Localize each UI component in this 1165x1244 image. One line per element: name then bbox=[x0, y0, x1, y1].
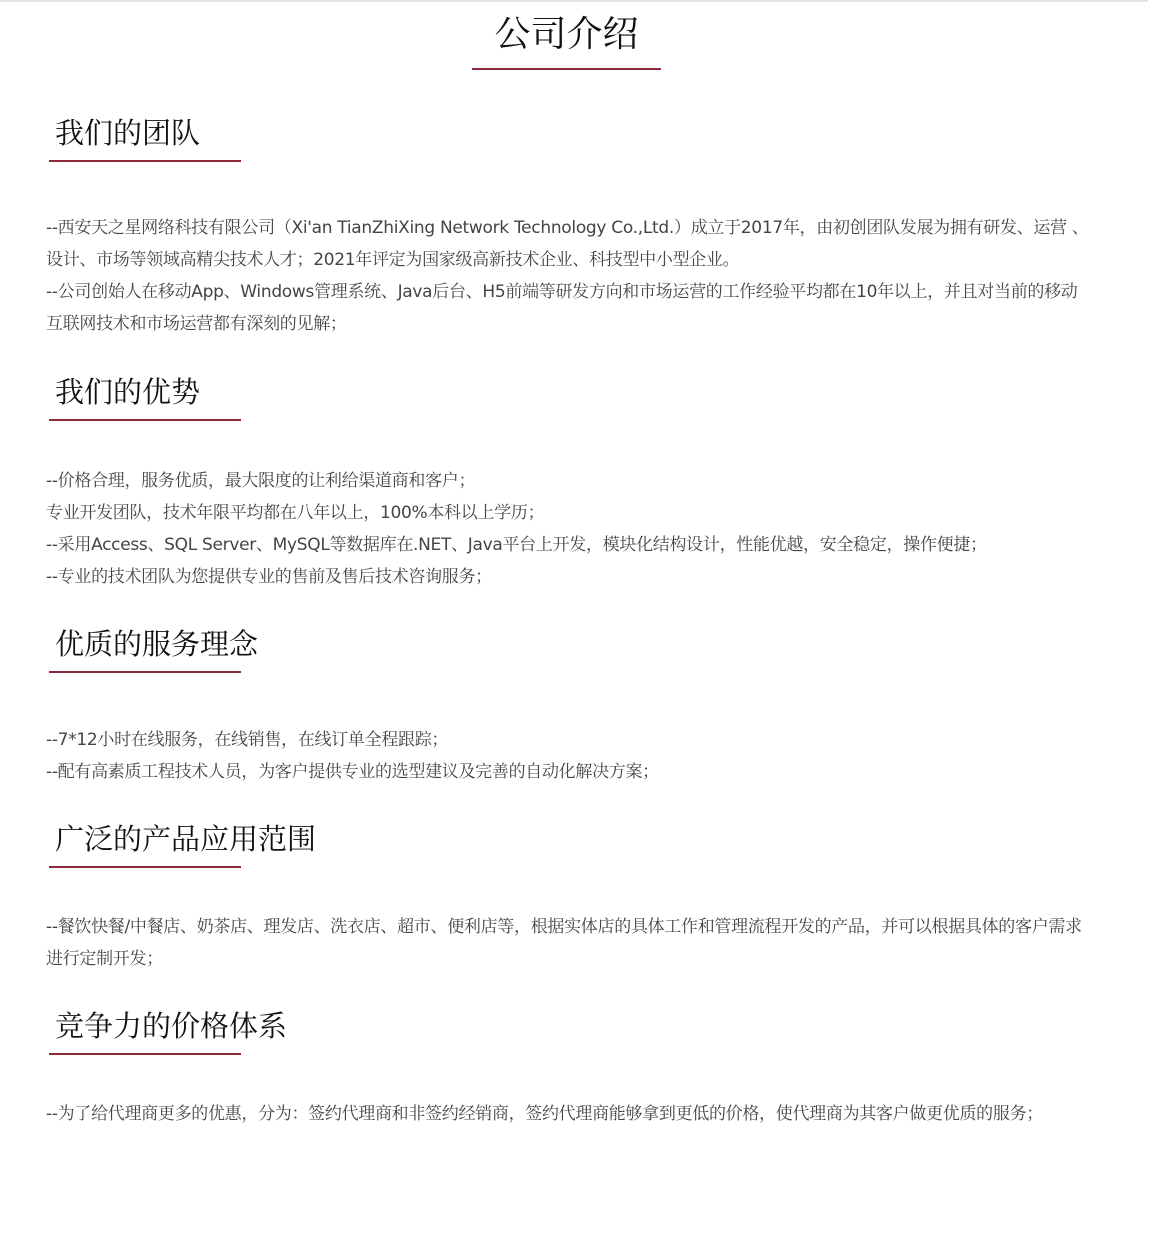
paragraph: --7*12小时在线服务，在线销售，在线订单全程跟踪； bbox=[46, 730, 449, 750]
section-heading-advantages bbox=[49, 375, 241, 421]
section-heading-team bbox=[49, 116, 241, 162]
top-divider bbox=[0, 0, 1148, 2]
section-heading-text: 我们的团队 bbox=[55, 116, 201, 150]
section-body-service bbox=[46, 724, 1091, 788]
section-body-products bbox=[46, 911, 1091, 975]
paragraph: --餐饮快餐/中餐店、奶茶店、理发店、洗衣店、超市、便利店等，根据实体店的具体工作和管理流程开发的产品，并可以根据具体的客户需求进行定制开发； bbox=[46, 917, 1082, 969]
section-body-advantages bbox=[46, 465, 1091, 593]
paragraph: --公司创始人在移动App、Windows管理系统、Java后台、H5前端等研发方向和市场运营的工作经验平均都在10年以上，并且对当前的移动互联网技术和市场运营都有深刻的见解； bbox=[46, 282, 1078, 334]
paragraph: 专业开发团队，技术年限平均都在八年以上，100%本科以上学历； bbox=[46, 503, 545, 523]
paragraph: --价格合理，服务优质，最大限度的让利给渠道商和客户； bbox=[46, 471, 476, 491]
page-title: 公司介绍 bbox=[472, 12, 660, 70]
paragraph: --为了给代理商更多的优惠，分为：签约代理商和非签约经销商，签约代理商能够拿到更低的价格，使代理商为其客户做更优质的服务； bbox=[46, 1104, 1043, 1124]
section-heading-text: 广泛的产品应用范围 bbox=[55, 822, 317, 856]
paragraph: --采用Access、SQL Server、MySQL等数据库在.NET、Java平台上开发，模块化结构设计，性能优越，安全稳定，操作便捷； bbox=[46, 535, 987, 555]
section-body-pricing bbox=[46, 1098, 1091, 1130]
section-heading-pricing bbox=[49, 1009, 288, 1055]
paragraph: --西安天之星网络科技有限公司（Xi'an TianZhiXing Network Technology Co.,Ltd.）成立于2017年，由初创团队发展为拥有研发、运营 、设计、市场等领域高精尖技术人才；2021年评定为国家级高新技术企业、科技型中小型企业。 bbox=[46, 218, 1089, 270]
section-heading-service bbox=[49, 627, 259, 673]
paragraph: --配有高素质工程技术人员，为客户提供专业的选型建议及完善的自动化解决方案； bbox=[46, 762, 659, 782]
page-title-wrap bbox=[0, 12, 1133, 70]
section-body-team bbox=[46, 212, 1091, 340]
paragraph: --专业的技术团队为您提供专业的售前及售后技术咨询服务； bbox=[46, 567, 492, 587]
section-heading-text: 竞争力的价格体系 bbox=[55, 1009, 288, 1043]
section-heading-text: 我们的优势 bbox=[55, 375, 201, 409]
section-heading-text: 优质的服务理念 bbox=[55, 627, 259, 661]
section-heading-products bbox=[49, 822, 317, 868]
